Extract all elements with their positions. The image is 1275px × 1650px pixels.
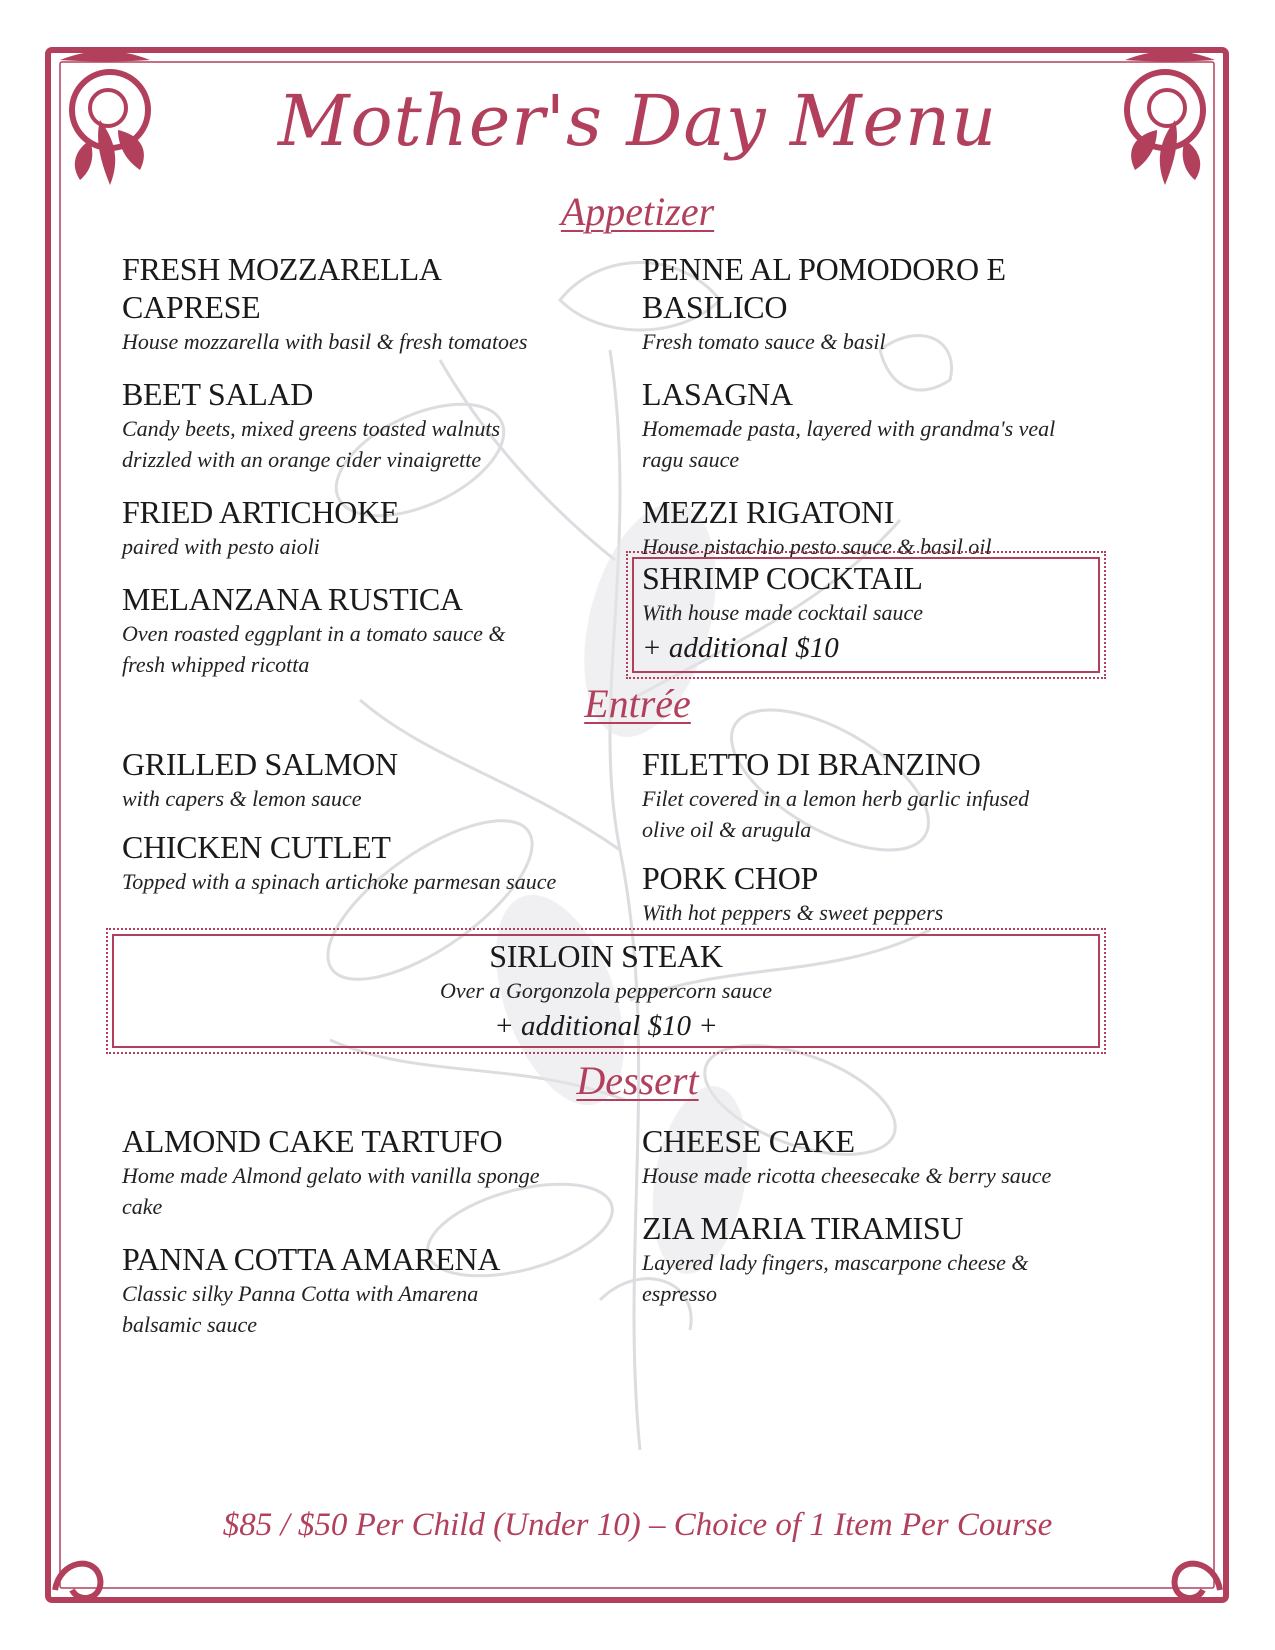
item-name: CHICKEN CUTLET <box>122 829 391 865</box>
dessert-left-column <box>122 1122 582 1340</box>
item-description: Homemade pasta, layered with grandma's veal ragu sauce <box>642 416 1056 472</box>
menu-item <box>122 1240 582 1340</box>
pricing-footer: $85 / $50 Per Child (Under 10) – Choice of 1 Item Per Course <box>222 1507 1053 1543</box>
section-heading-entree: Entrée <box>584 681 691 726</box>
special-item-sirloin <box>112 937 1100 1046</box>
item-name: PENNE AL POMODORO E BASILICO <box>642 251 1006 325</box>
appetizer-left-column <box>122 250 582 680</box>
menu-item <box>642 250 1102 357</box>
item-description: Over a Gorgonzola peppercorn sauce <box>440 978 772 1003</box>
item-name: LASAGNA <box>642 376 793 412</box>
menu-item <box>122 493 582 562</box>
menu-item <box>122 745 582 814</box>
item-name: GRILLED SALMON <box>122 746 398 782</box>
item-description: Candy beets, mixed greens toasted walnuts drizzled with an orange cider vinaigrette <box>122 416 501 472</box>
item-description: Classic silky Panna Cotta with Amarena balsamic sauce <box>122 1281 479 1337</box>
item-description: Filet covered in a lemon herb garlic infused olive oil & arugula <box>642 786 1030 842</box>
menu-item <box>642 1209 1102 1309</box>
item-name: ALMOND CAKE TARTUFO <box>122 1123 503 1159</box>
menu-item <box>642 745 1102 845</box>
menu-item <box>122 1122 582 1222</box>
item-name: MEZZI RIGATONI <box>642 494 895 530</box>
item-description: paired with pesto aioli <box>122 534 320 559</box>
menu-item <box>122 250 582 357</box>
menu-item <box>122 828 582 897</box>
item-name: FILETTO DI BRANZINO <box>642 746 981 782</box>
item-description: Home made Almond gelato with vanilla sponge cake <box>122 1163 540 1219</box>
section-heading-appetizer: Appetizer <box>560 189 715 234</box>
menu-item <box>122 375 582 475</box>
item-description: Topped with a spinach artichoke parmesan sauce <box>122 869 557 894</box>
item-name: FRESH MOZZARELLA CAPRESE <box>122 251 440 325</box>
item-description: House mozzarella with basil & fresh tomatoes <box>122 329 528 354</box>
item-description: House pistachio pesto sauce & basil oil <box>642 534 992 559</box>
menu-item <box>642 1122 1102 1191</box>
item-description: Oven roasted eggplant in a tomato sauce & fresh whipped ricotta <box>122 621 506 677</box>
item-name: ZIA MARIA TIRAMISU <box>642 1210 964 1246</box>
surcharge-note: + additional $10 <box>642 632 839 664</box>
item-name: BEET SALAD <box>122 376 314 412</box>
item-description: With house made cocktail sauce <box>642 600 924 625</box>
dessert-right-column <box>642 1122 1102 1309</box>
menu-item <box>122 580 582 680</box>
item-description: With hot peppers & sweet peppers <box>642 900 944 925</box>
item-name: PANNA COTTA AMARENA <box>122 1241 501 1277</box>
item-description: Layered lady fingers, mascarpone cheese & espresso <box>642 1250 1029 1306</box>
item-name: CHEESE CAKE <box>642 1123 855 1159</box>
item-name: SHRIMP COCKTAIL <box>642 560 923 596</box>
item-description: with capers & lemon sauce <box>122 786 362 811</box>
appetizer-right-column <box>642 250 1102 562</box>
section-heading-dessert: Dessert <box>576 1058 699 1103</box>
item-name: FRIED ARTICHOKE <box>122 494 400 530</box>
item-description: Fresh tomato sauce & basil <box>642 329 886 354</box>
entree-right-column <box>642 745 1102 928</box>
item-description: House made ricotta cheesecake & berry sauce <box>642 1163 1052 1188</box>
surcharge-note: + additional $10 + <box>494 1010 718 1042</box>
menu-item <box>642 859 1102 928</box>
menu-item <box>642 493 1102 562</box>
special-item-shrimp <box>642 559 1102 668</box>
entree-left-column <box>122 745 582 897</box>
page-title: Mother's Day Menu <box>277 80 998 162</box>
item-name: PORK CHOP <box>642 860 819 896</box>
menu-item <box>642 375 1102 475</box>
item-name: SIRLOIN STEAK <box>489 938 723 974</box>
item-name: MELANZANA RUSTICA <box>122 581 463 617</box>
